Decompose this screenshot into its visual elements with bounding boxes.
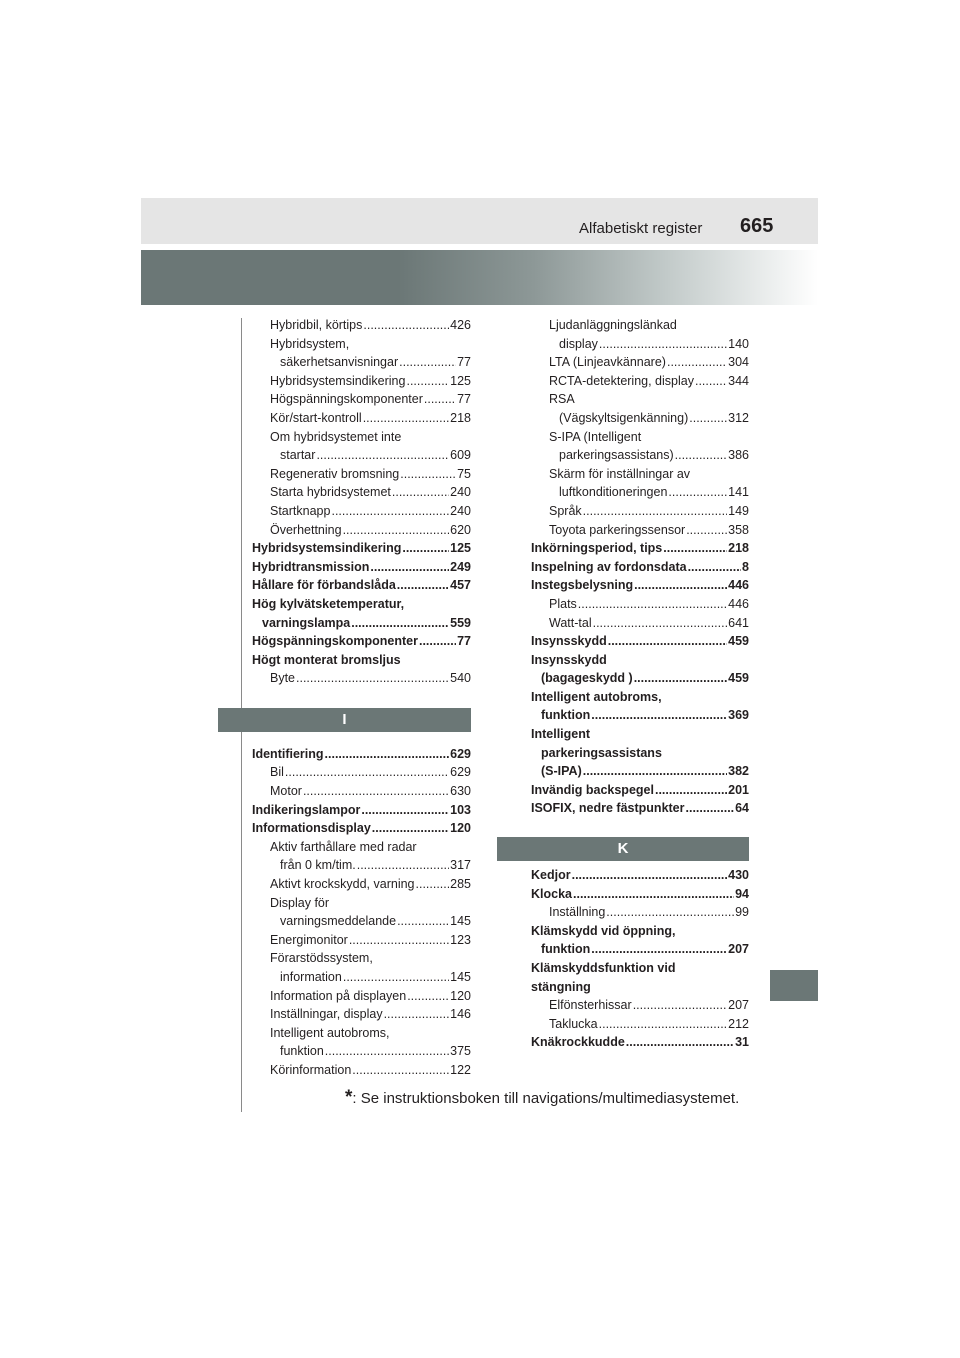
index-entry: Regenerativ bromsning ..... 75 bbox=[252, 465, 471, 484]
index-entry-main: funktion ..... 207 bbox=[531, 940, 749, 959]
index-entry-main: Klämskyddsfunktion vid bbox=[531, 961, 676, 975]
index-entry-main: Högt monterat bromsljus bbox=[252, 652, 401, 667]
index-entry: Ljudanläggningslänkad bbox=[549, 318, 677, 332]
index-entry-main: Inkörningsperiod, tips ..... 218 bbox=[531, 539, 749, 558]
index-entry-main: (bagageskydd ) ..... 459 bbox=[531, 669, 749, 688]
index-entry: RCTA-detektering, display ..... 344 bbox=[531, 372, 749, 391]
index-entry-main: Insynsskydd bbox=[531, 652, 607, 667]
decorative-gradient-band bbox=[141, 250, 818, 305]
index-entry-main: Hybridsystemsindikering ..... 125 bbox=[252, 539, 471, 558]
index-entry-main: parkeringsassistans bbox=[541, 745, 662, 760]
index-entry-main: Insynsskydd ..... 459 bbox=[531, 632, 749, 651]
index-entry: Om hybridsystemet inte bbox=[270, 429, 402, 444]
index-entry-main: Kedjor ..... 430 bbox=[531, 866, 749, 885]
index-entry-main: Knäkrockkudde ..... 31 bbox=[531, 1033, 749, 1052]
chapter-thumb-tab bbox=[770, 970, 818, 1001]
index-entry: Energimonitor ..... 123 bbox=[252, 931, 471, 950]
index-entry: Display för bbox=[270, 895, 330, 910]
header-bar bbox=[141, 198, 818, 244]
index-entry: Information på displayen ..... 120 bbox=[252, 987, 471, 1006]
index-entry: Aktiv farthållare med radar bbox=[270, 839, 417, 854]
index-entry-main: Invändig backspegel ..... 201 bbox=[531, 781, 749, 800]
index-entry: Hybridsystem, bbox=[270, 336, 350, 351]
index-entry: Kör/start-kontroll ..... 218 bbox=[252, 409, 471, 428]
index-entry: display ..... 140 bbox=[531, 335, 749, 354]
index-entry-main: Intelligent autobroms, bbox=[531, 689, 662, 704]
index-entry-main: ISOFIX, nedre fästpunkter ..... 64 bbox=[531, 799, 749, 818]
index-entry: Toyota parkeringssensor ..... 358 bbox=[531, 521, 749, 540]
index-entry: Hybridsystemsindikering ..... 125 bbox=[252, 372, 471, 391]
index-entry-main: Intelligent bbox=[531, 727, 591, 742]
index-entry: varningsmeddelande ..... 145 bbox=[252, 912, 471, 931]
index-entry: Förarstödssystem, bbox=[270, 951, 373, 966]
index-entry: Överhettning ..... 620 bbox=[252, 521, 471, 540]
footnote-text: : Se instruktionsboken till navigations/multimediasystemet. bbox=[352, 1090, 740, 1107]
index-entry-main: Klämskydd vid öppning, bbox=[531, 923, 676, 938]
index-entry-main: funktion ..... 369 bbox=[531, 706, 749, 725]
index-entry: (Vägskyltsigenkänning) ..... 312 bbox=[531, 409, 749, 428]
index-entry-main: Högspänningskomponenter ..... 77 bbox=[252, 632, 471, 651]
index-entry-main: varningslampa ..... 559 bbox=[252, 614, 471, 633]
index-entry: Taklucka ..... 212 bbox=[531, 1015, 749, 1034]
index-entry: Watt-tal ..... 641 bbox=[531, 614, 749, 633]
index-entry: Elfönsterhissar ..... 207 bbox=[531, 996, 749, 1015]
index-entry: Körinformation ..... 122 bbox=[252, 1061, 471, 1080]
index-entry: startar ..... 609 bbox=[252, 446, 471, 465]
index-entry: parkeringsassistans) ..... 386 bbox=[531, 446, 749, 465]
section-letter-header: I bbox=[218, 708, 471, 732]
index-entry: RSA bbox=[549, 392, 575, 407]
index-entry: Starta hybridsystemet ..... 240 bbox=[252, 483, 471, 502]
index-entry: Motor ..... 630 bbox=[252, 782, 471, 801]
index-entry: Inställningar, display ..... 146 bbox=[252, 1005, 471, 1024]
index-entry: Bil ..... 629 bbox=[252, 763, 471, 782]
index-entry: Byte ..... 540 bbox=[252, 669, 471, 688]
index-entry-main: Hållare för förbandslåda ..... 457 bbox=[252, 576, 471, 595]
footnote bbox=[345, 1087, 739, 1109]
section-letter-header: K bbox=[497, 837, 749, 861]
index-entry: Aktivt krockskydd, varning ..... 285 bbox=[252, 875, 471, 894]
index-column-left bbox=[252, 316, 471, 1080]
index-entry: funktion ..... 375 bbox=[252, 1042, 471, 1061]
index-entry: Språk ..... 149 bbox=[531, 502, 749, 521]
running-header-title: Alfabetiskt register bbox=[579, 220, 703, 237]
index-entry: LTA (Linjeavkännare) ..... 304 bbox=[531, 353, 749, 372]
index-entry-main: Klocka ..... 94 bbox=[531, 885, 749, 904]
index-entry: luftkonditioneringen ..... 141 bbox=[531, 483, 749, 502]
index-entry: Hybridbil, körtips ..... 426 bbox=[252, 316, 471, 335]
index-entry-main: Hög kylvätsketemperatur, bbox=[252, 596, 405, 611]
page-number: 665 bbox=[740, 215, 774, 237]
index-entry-main: Hybridtransmission ..... 249 bbox=[252, 558, 471, 577]
index-entry: information ..... 145 bbox=[252, 968, 471, 987]
index-entry: Skärm för inställningar av bbox=[549, 466, 691, 481]
index-entry: Inställning ..... 99 bbox=[531, 903, 749, 922]
index-entry-main: Indikeringslampor ..... 103 bbox=[252, 801, 471, 820]
index-entry: Startknapp ..... 240 bbox=[252, 502, 471, 521]
index-entry-main: Informationsdisplay ..... 120 bbox=[252, 819, 471, 838]
index-entry-main: (S-IPA) ..... 382 bbox=[531, 762, 749, 781]
index-entry: Högspänningskomponenter ..... 77 bbox=[252, 390, 471, 409]
index-entry: Plats ..... 446 bbox=[531, 595, 749, 614]
index-entry: S-IPA (Intelligent bbox=[549, 429, 642, 444]
index-entry: Intelligent autobroms, bbox=[270, 1025, 390, 1040]
index-column-right bbox=[531, 316, 749, 1052]
index-entry-main: Inspelning av fordonsdata ..... 8 bbox=[531, 558, 749, 577]
footnote-marker: * bbox=[345, 1087, 353, 1108]
index-entry-main: Instegsbelysning ..... 446 bbox=[531, 576, 749, 595]
index-entry: från 0 km/tim. ..... 317 bbox=[252, 856, 471, 875]
index-entry: säkerhetsanvisningar ..... 77 bbox=[252, 353, 471, 372]
index-entry-main: Identifiering ..... 629 bbox=[252, 745, 471, 764]
index-entry-main: stängning bbox=[531, 979, 591, 994]
